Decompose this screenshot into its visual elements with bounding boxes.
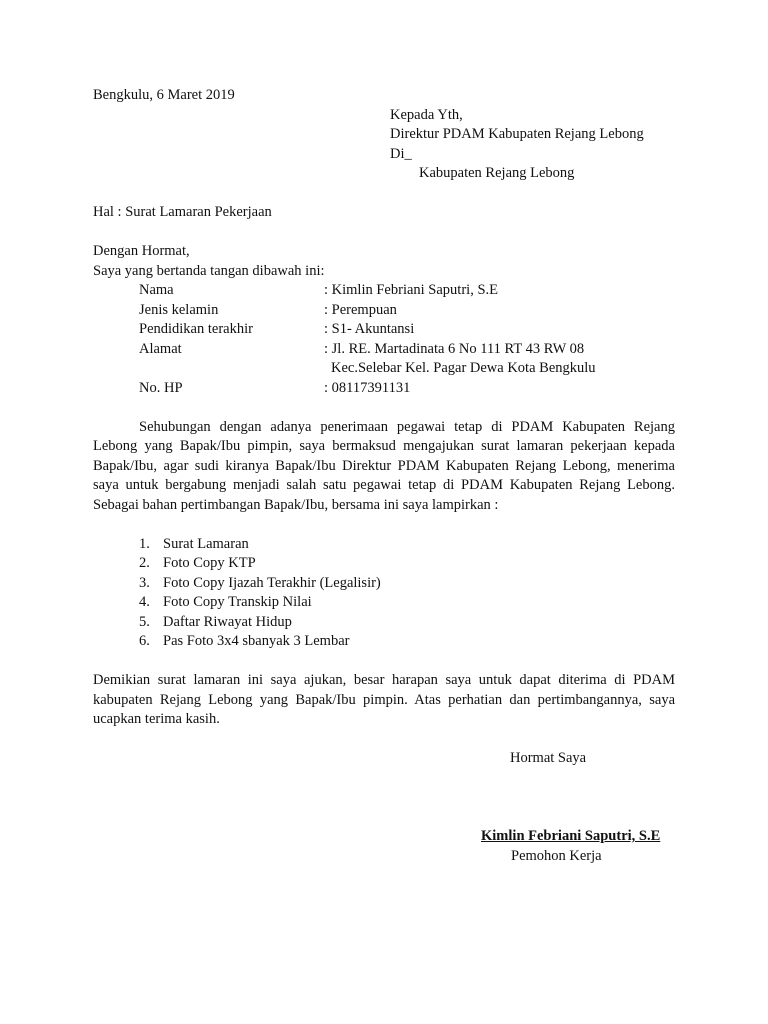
list-item [139,593,675,613]
detail-row [139,281,596,301]
list-item-text: Surat Lamaran [163,535,249,552]
list-item [139,535,675,555]
addressee-block [390,106,675,184]
detail-label: Jenis kelamin [139,301,219,318]
list-item-number: 1. [139,535,150,552]
detail-value: : Jl. RE. Martadinata 6 No 111 RT 43 RW 08 [324,340,585,357]
list-item [139,554,675,574]
list-item-text: Foto Copy KTP [163,555,256,571]
detail-value: : S1- Akuntansi [324,321,415,337]
addressee-recipient: Direktur PDAM Kabupaten Rejang Lebong [390,126,644,142]
detail-row [139,340,596,360]
detail-label: Pendidikan terakhir [139,321,253,337]
list-item-text: Foto Copy Transkip Nilai [163,594,312,610]
list-item-text: Foto Copy Ijazah Terakhir (Legalisir) [163,574,381,591]
detail-label [139,359,324,379]
list-item-text: Daftar Riwayat Hidup [163,613,292,630]
attachment-list [139,535,675,652]
detail-row [139,301,596,321]
letter-page [93,86,675,866]
detail-label: No. HP [139,379,183,396]
list-item-number: 2. [139,555,150,571]
detail-value: : 08117391131 [324,379,411,396]
addressee-salutation: Kepada Yth, [390,106,463,123]
signature-block [481,827,675,866]
greeting: Dengan Hormat, [93,243,190,259]
letter-subject: Hal : Surat Lamaran Pekerjaan [93,204,272,220]
detail-row [139,320,596,340]
detail-row [139,379,596,399]
detail-value: Kec.Selebar Kel. Pagar Dewa Kota Bengkulu [331,360,596,376]
list-item [139,613,675,633]
applicant-details [139,281,596,398]
list-item [139,574,675,594]
closing-paragraph: Demikian surat lamaran ini saya ajukan, besar harapan saya untuk dapat diterima di PDAM kabupaten Rejang Lebong yang Bapak/Ibu pimpin. Atas perhatian dan pertimbangannya, saya ucapkan terima kasih. [93,672,675,727]
detail-value: : Kimlin Febriani Saputri, S.E [324,282,498,298]
list-item-number: 4. [139,594,150,610]
body-paragraph: Sehubungan dengan adanya penerimaan pegawai tetap di PDAM Kabupaten Rejang Lebong yang Bapak/Ibu pimpin, saya bermaksud mengajukan surat lamaran pekerjaan kepada Bapak/Ibu, agar sudi kiranya Bapak/Ibu Direktur PDAM Kabupaten Rejang Lebong, menerima saya untuk bergabung menjadi salah satu pegawai tetap di PDAM Kabupaten Rejang Lebong. Sebagai bahan pertimbangan Bapak/Ibu, bersama ini saya lampirkan : [93,418,675,513]
list-item [139,632,675,652]
list-item-number: 6. [139,633,150,649]
addressee-location: Kabupaten Rejang Lebong [419,165,575,181]
signature-title: Pemohon Kerja [511,847,602,864]
detail-value: : Perempuan [324,301,397,318]
list-item-number: 5. [139,613,150,630]
detail-label: Nama [139,282,174,298]
addressee-di: Di_ [390,145,412,162]
closing-salutation: Hormat Saya [510,750,587,766]
intro-line: Saya yang bertanda tangan dibawah ini: [93,262,325,279]
signature-name: Kimlin Febriani Saputri, S.E [481,828,661,844]
detail-row [139,359,596,379]
list-item-text: Pas Foto 3x4 sbanyak 3 Lembar [163,633,350,649]
detail-label: Alamat [139,340,182,357]
list-item-number: 3. [139,574,150,591]
date-line: Bengkulu, 6 Maret 2019 [93,87,235,103]
